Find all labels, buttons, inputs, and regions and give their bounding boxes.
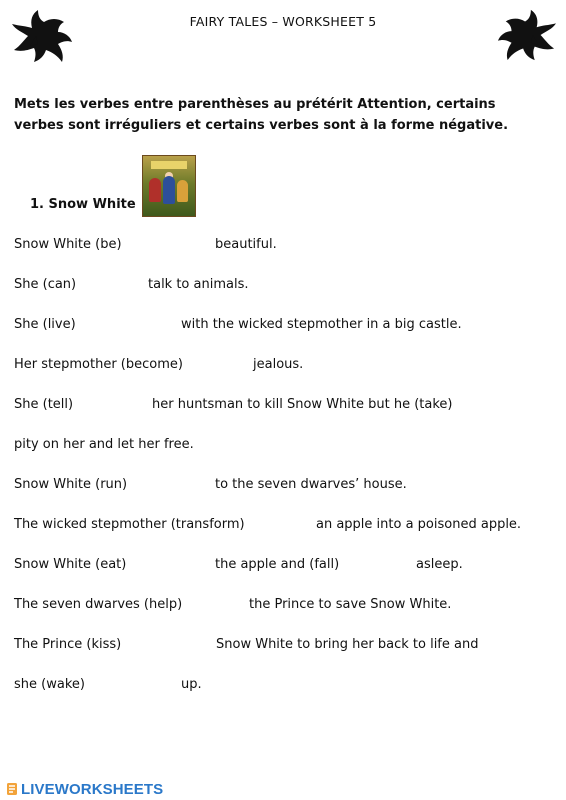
exercise-continuation: beautiful. — [215, 237, 277, 252]
exercise-prompt: Snow White (be) — [14, 237, 122, 252]
worksheet-title: FAIRY TALES – WORKSHEET 5 — [189, 14, 377, 29]
section-heading: 1. Snow White — [30, 197, 136, 212]
exercise-prompt: She (can) — [14, 277, 77, 292]
exercise-prompt: The wicked stepmother (transform) — [14, 517, 245, 532]
exercise-continuation: an apple into a poisoned apple. — [316, 517, 522, 532]
exercise-continuation: the Prince to save Snow White. — [249, 597, 452, 612]
exercise-continuation: jealous. — [253, 357, 304, 372]
exercise-prompt: she (wake) — [14, 677, 85, 692]
exercise-continuation: talk to animals. — [148, 277, 249, 292]
exercise-continuation: asleep. — [416, 557, 463, 572]
liveworksheets-brand: LIVEWORKSHEETS — [21, 780, 164, 798]
exercise-prompt: Snow White (eat) — [14, 557, 127, 572]
liveworksheets-logo[interactable] — [6, 779, 163, 799]
exercise-continuation: up. — [181, 677, 202, 692]
exercise-continuation: to the seven dwarves’ house. — [215, 477, 407, 492]
exercise-prompt: She (tell) — [14, 397, 74, 412]
exercise-continuation: with the wicked stepmother in a big castle. — [181, 317, 462, 332]
exercise-prompt: pity on her and let her free. — [14, 437, 194, 452]
snow-white-book-cover — [142, 155, 196, 217]
exercise-continuation: the apple and (fall) — [215, 557, 340, 572]
exercise-continuation: her huntsman to kill Snow White but he (take) — [152, 397, 453, 412]
instructions-text: Mets les verbes entre parenthèses au prétérit Attention, certains verbes sont irréguliers et certains verbes sont à la forme négative. — [14, 97, 509, 133]
exercise-prompt: She (live) — [14, 317, 76, 332]
exercise-prompt: The seven dwarves (help) — [14, 597, 183, 612]
exercise-continuation: Snow White to bring her back to life and — [216, 637, 479, 652]
exercise-prompt: Her stepmother (become) — [14, 357, 183, 372]
dragon-icon — [496, 6, 558, 64]
exercise-prompt: The Prince (kiss) — [14, 637, 122, 652]
liveworksheets-logo-icon — [6, 782, 18, 796]
exercise-prompt: Snow White (run) — [14, 477, 128, 492]
